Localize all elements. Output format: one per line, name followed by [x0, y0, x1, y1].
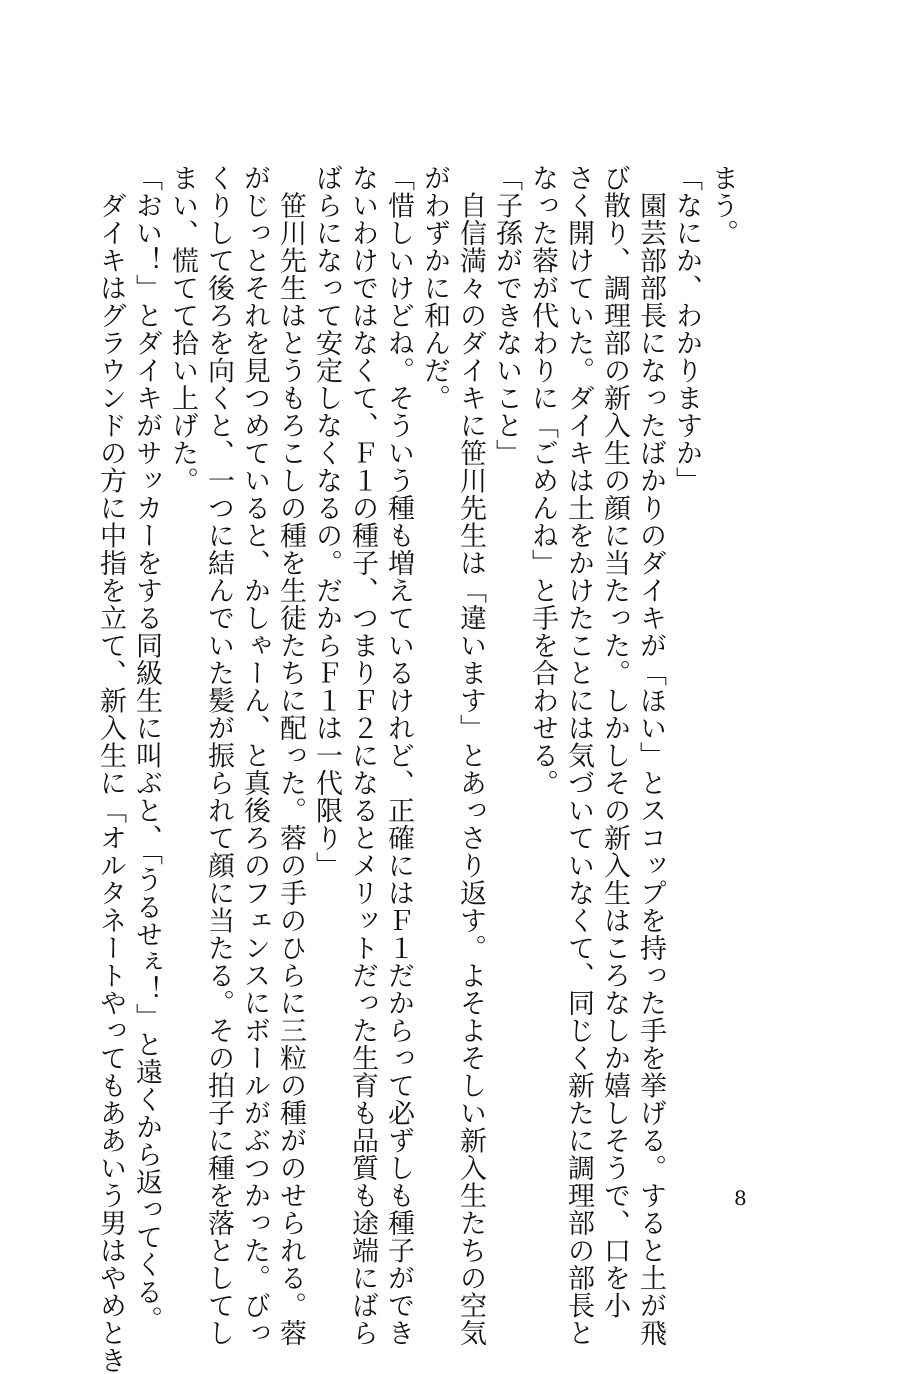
vertical-text-body [95, 164, 740, 1374]
text-line: さく開けていた。ダイキは土をかけたことには気づいていなくて、同じく新たに調理部の部長と [563, 164, 594, 1347]
text-line: ないわけではなくて、Ｆ１の種子、つまりＦ２になるとメリットだった生育も品質も途端にばら [347, 164, 378, 1347]
text-line: まい、慌てて拾い上げた。 [167, 164, 198, 494]
text-line: び散り、調理部の新入生の顔に当たった。しかしその新入生はころなしか嬉しそうで、口を小 [599, 164, 630, 1319]
text-line: ばらになって安定しなくなるの。だからＦ１は一代限り」 [311, 164, 342, 879]
text-line: なった蓉が代わりに「ごめんね」と手を合わせる。 [527, 164, 558, 797]
text-line: ダイキはグラウンドの方に中指を立て、新入生に「オルタネートやってもああいう男はやめとき [95, 164, 126, 1374]
text-line: がじっとそれを見つめていると、かしゃーん、と真後ろのフェンスにボールがぶつかった。びっ [239, 164, 270, 1347]
page-number: 8 [734, 1186, 747, 1210]
text-line: 「子孫ができないこと」 [491, 164, 522, 467]
text-line: 笹川先生はとうもろこしの種を生徒たちに配った。蓉の手のひらに三粒の種がのせられる。蓉 [275, 164, 306, 1347]
text-line: 「なにか、わかりますか」 [671, 164, 702, 494]
text-line: くりして後ろを向くと、一つに結んでいた髪が振られて顔に当たる。その拍子に種を落としてし [203, 164, 234, 1347]
text-line: 自信満々のダイキに笹川先生は「違います」とあっさり返す。よそよそしい新入生たちの空気 [455, 164, 486, 1347]
text-line: 園芸部部長になったばかりのダイキが「ほい」とスコップを持った手を挙げる。すると土が飛 [635, 164, 666, 1347]
text-line: 「惜しいけどね。そういう種も増えているけれど、正確にはＦ１だからって必ずしも種子ができ [383, 164, 414, 1347]
text-line: 「おい！」とダイキがサッカーをする同級生に叫ぶと、「うるせぇ！」と遠くから返ってくる。 [131, 164, 162, 1333]
text-line: がわずかに和んだ。 [419, 164, 450, 412]
text-line: まう。 [707, 164, 738, 247]
